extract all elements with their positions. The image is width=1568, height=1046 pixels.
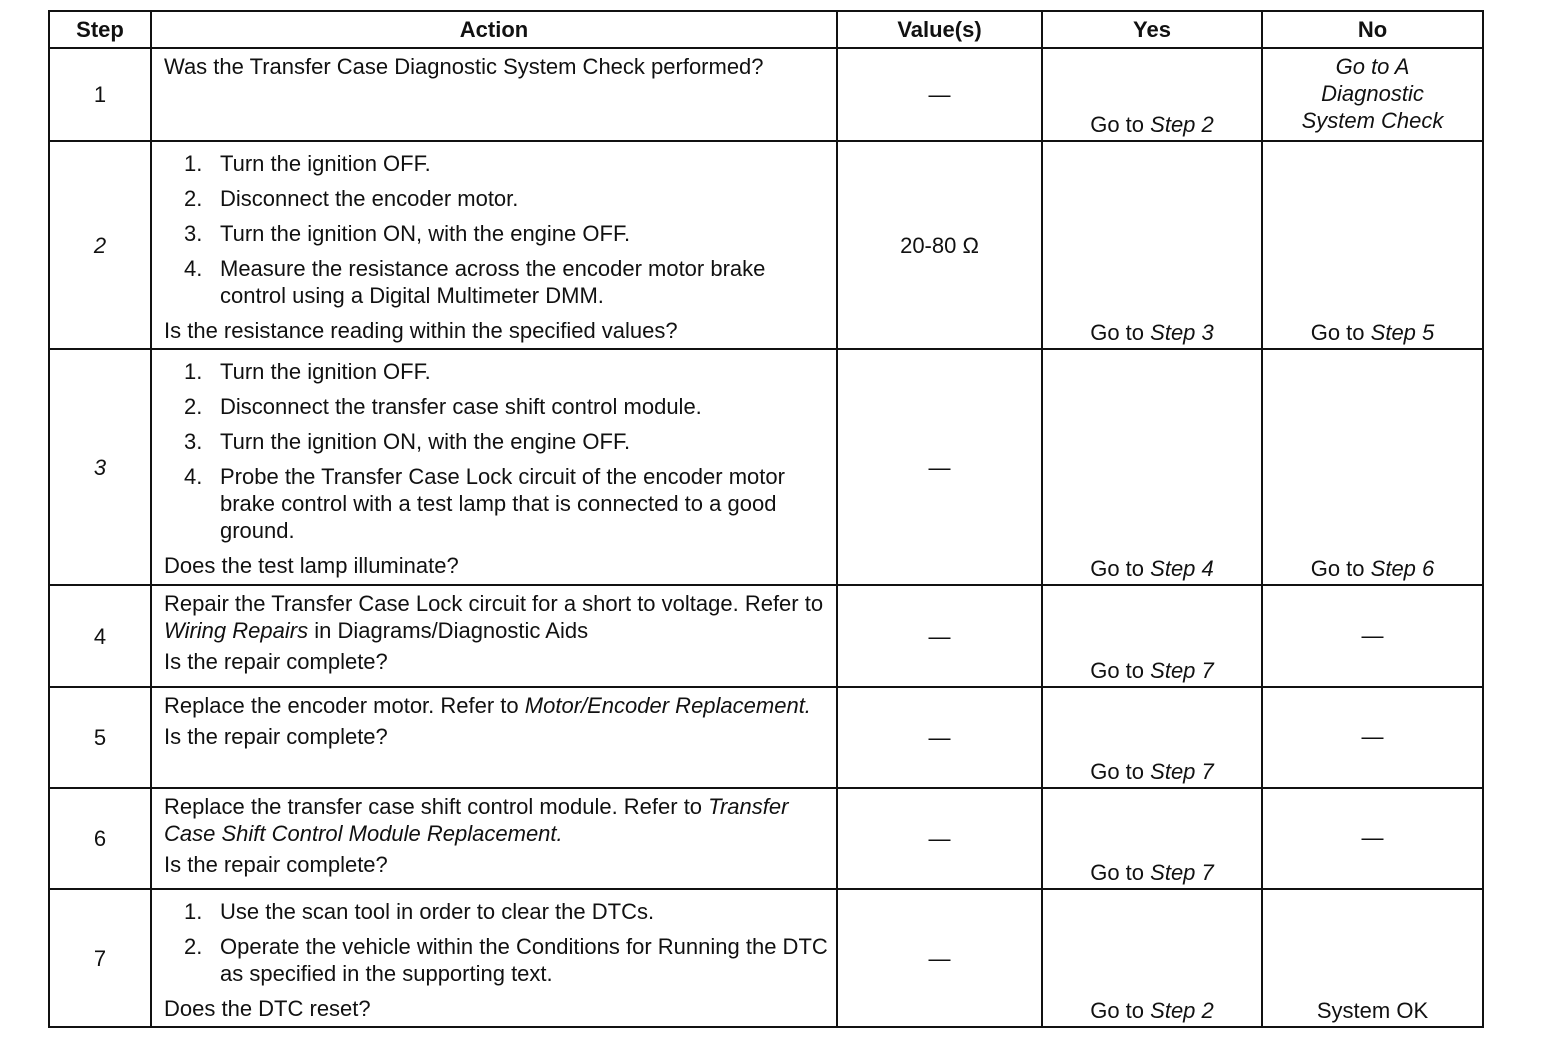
no-cell: — — [1262, 687, 1483, 788]
header-no: No — [1262, 11, 1483, 48]
action-question: Is the repair complete? — [164, 724, 388, 749]
value-cell: 20-80 Ω — [837, 141, 1042, 349]
action-cell — [151, 48, 837, 141]
no-target-link[interactable]: Step 6 — [1370, 556, 1435, 581]
no-line-1: Go to A — [1335, 54, 1410, 79]
action-cell — [151, 585, 837, 687]
table-row — [49, 585, 1483, 687]
action-question: Is the repair complete? — [164, 649, 388, 674]
action-text: Replace the transfer case shift control module. Refer to Transfer Case Shift Control Module Replacement. — [164, 794, 789, 846]
no-cell: — — [1262, 585, 1483, 687]
action-cell — [151, 349, 837, 585]
yes-prefix: Go to — [1090, 998, 1145, 1023]
no-cell: — — [1262, 788, 1483, 889]
action-question: Does the test lamp illuminate? — [164, 553, 459, 578]
table-row — [49, 687, 1483, 788]
yes-target-link[interactable]: Step 4 — [1150, 556, 1214, 581]
step-number: 3 — [49, 349, 151, 585]
yes-prefix: Go to — [1090, 860, 1145, 885]
yes-prefix: Go to — [1090, 320, 1145, 345]
action-steps — [164, 150, 830, 309]
action-cell — [151, 687, 837, 788]
yes-prefix: Go to — [1090, 759, 1145, 784]
yes-target-link[interactable]: Step 7 — [1150, 860, 1214, 885]
header-action: Action — [151, 11, 837, 48]
action-steps — [164, 898, 830, 987]
yes-cell[interactable] — [1042, 889, 1262, 1027]
no-line-3: System Check — [1301, 108, 1444, 133]
header-step: Step — [49, 11, 151, 48]
action-step: 4. Measure the resistance across the encoder motor brake control using a Digital Multimeter DMM. — [184, 256, 766, 308]
no-cell[interactable] — [1262, 48, 1483, 141]
table-row — [49, 788, 1483, 889]
action-text: Repair the Transfer Case Lock circuit for a short to voltage. Refer to Wiring Repairs in Diagrams/Diagnostic Aids — [164, 591, 824, 643]
yes-prefix: Go to — [1090, 112, 1145, 137]
action-step: 2. Disconnect the transfer case shift control module. — [184, 394, 702, 419]
yes-target-link[interactable]: Step 2 — [1150, 112, 1214, 137]
action-cell — [151, 788, 837, 889]
action-step: 1. Turn the ignition OFF. — [184, 359, 431, 384]
yes-target-link[interactable]: Step 7 — [1150, 759, 1214, 784]
header-row — [49, 11, 1483, 48]
value-cell: — — [837, 687, 1042, 788]
header-yes: Yes — [1042, 11, 1262, 48]
no-cell[interactable] — [1262, 141, 1483, 349]
action-step: 3. Turn the ignition ON, with the engine OFF. — [184, 221, 631, 246]
value-cell: — — [837, 585, 1042, 687]
no-cell[interactable] — [1262, 349, 1483, 585]
action-step: 4. Probe the Transfer Case Lock circuit of the encoder motor brake control with a test lamp that is connected to a good ground. — [184, 464, 785, 543]
step-number: 6 — [49, 788, 151, 889]
yes-cell[interactable] — [1042, 48, 1262, 141]
header-values: Value(s) — [837, 11, 1042, 48]
action-step: 1. Use the scan tool in order to clear the DTCs. — [184, 899, 655, 924]
yes-cell[interactable] — [1042, 687, 1262, 788]
yes-cell[interactable] — [1042, 349, 1262, 585]
no-target-link[interactable]: Step 5 — [1370, 320, 1435, 345]
action-text: Replace the encoder motor. Refer to Motor/Encoder Replacement. — [164, 693, 811, 718]
yes-prefix: Go to — [1090, 556, 1145, 581]
yes-cell[interactable] — [1042, 141, 1262, 349]
yes-target-link[interactable]: Step 7 — [1150, 658, 1214, 683]
step-number: 1 — [49, 48, 151, 141]
action-step: 2. Disconnect the encoder motor. — [184, 186, 519, 211]
table-row — [49, 141, 1483, 349]
action-question: Is the resistance reading within the specified values? — [164, 318, 678, 343]
action-steps — [164, 358, 830, 544]
action-step: 1. Turn the ignition OFF. — [184, 151, 431, 176]
yes-target-link[interactable]: Step 3 — [1150, 320, 1214, 345]
step-number: 2 — [49, 141, 151, 349]
reference-link[interactable]: Transfer Case Shift Control Module Replacement. — [164, 794, 789, 846]
value-cell: — — [837, 788, 1042, 889]
action-step: 3. Turn the ignition ON, with the engine OFF. — [184, 429, 631, 454]
action-step: 2. Operate the vehicle within the Conditions for Running the DTC as specified in the supporting text. — [184, 934, 828, 986]
table-row — [49, 889, 1483, 1027]
action-cell — [151, 141, 837, 349]
value-cell: — — [837, 48, 1042, 141]
table-row — [49, 349, 1483, 585]
step-number: 7 — [49, 889, 151, 1027]
step-number: 4 — [49, 585, 151, 687]
action-cell — [151, 889, 837, 1027]
step-number: 5 — [49, 687, 151, 788]
no-cell: System OK — [1262, 889, 1483, 1027]
yes-prefix: Go to — [1090, 658, 1145, 683]
yes-cell[interactable] — [1042, 585, 1262, 687]
yes-target-link[interactable]: Step 2 — [1150, 998, 1214, 1023]
table-row — [49, 48, 1483, 141]
reference-link[interactable]: Motor/Encoder Replacement. — [524, 693, 811, 718]
no-prefix: Go to — [1310, 320, 1365, 345]
diagnostic-table — [48, 10, 1484, 1028]
no-prefix: Go to — [1310, 556, 1365, 581]
reference-link[interactable]: Wiring Repairs — [164, 618, 309, 643]
action-question: Does the DTC reset? — [164, 996, 371, 1021]
action-text: Was the Transfer Case Diagnostic System Check performed? — [164, 54, 764, 79]
value-cell: — — [837, 349, 1042, 585]
value-cell: — — [837, 889, 1042, 1027]
action-question: Is the repair complete? — [164, 852, 388, 877]
yes-cell[interactable] — [1042, 788, 1262, 889]
no-line-2: Diagnostic — [1321, 81, 1424, 106]
